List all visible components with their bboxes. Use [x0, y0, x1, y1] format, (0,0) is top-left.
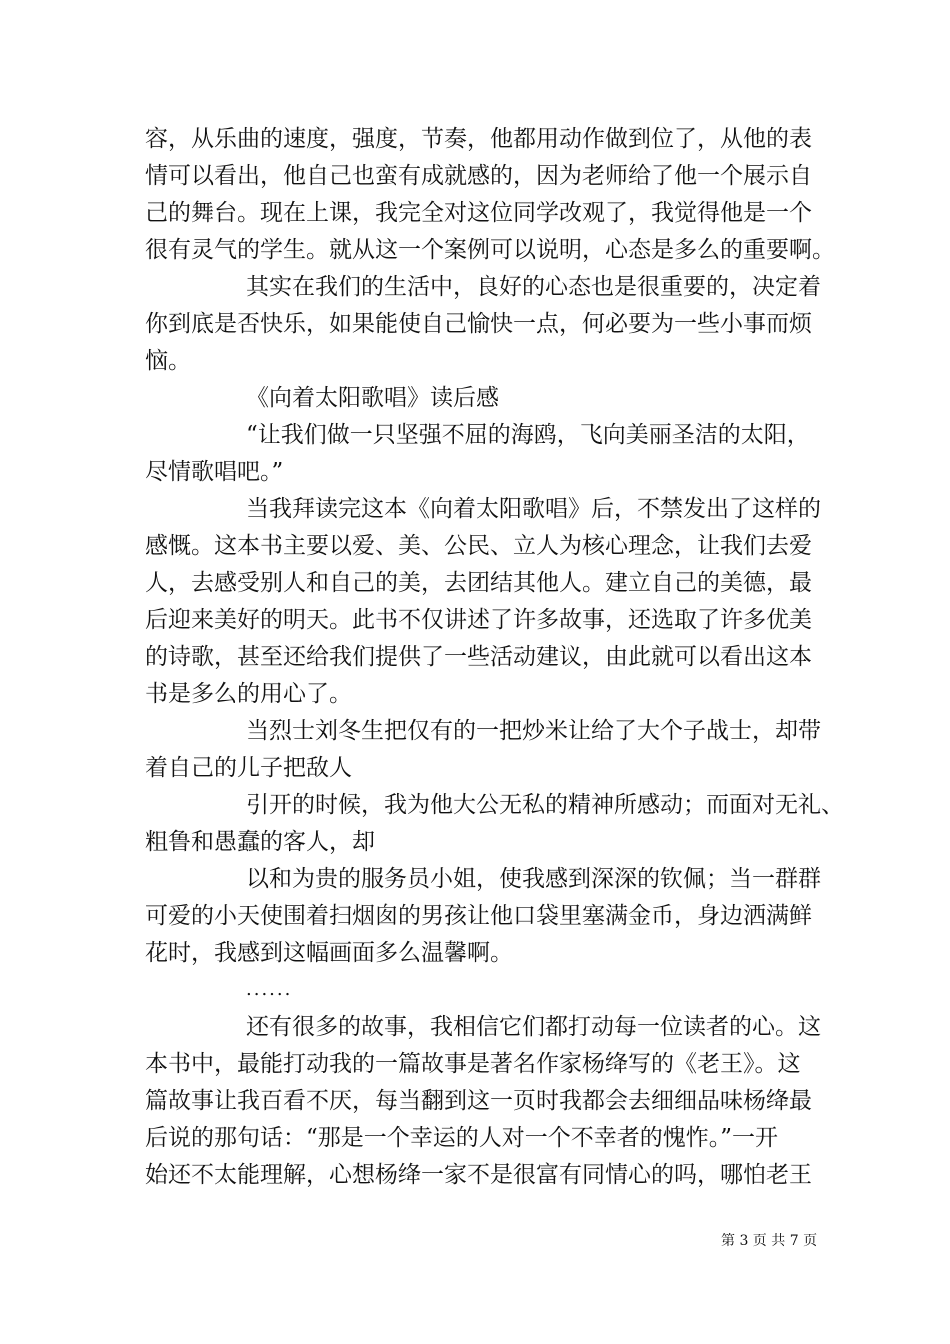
text-line: 本书中，最能打动我的一篇故事是著名作家杨绛写的《老王》。这: [145, 1051, 801, 1077]
text-line: 其实在我们的生活中，良好的心态也是很重要的，决定着: [246, 274, 821, 300]
text-line: 后说的那句话：“那是一个幸运的人对一个不幸者的愧怍。”一开: [145, 1125, 779, 1151]
text-line: 引开的时候，我为他大公无私的精神所感动；而面对无礼、: [246, 792, 844, 818]
text-line: 始还不太能理解，心想杨绛一家不是很富有同情心的吗，哪怕老王: [145, 1162, 812, 1188]
text-line: 人，去感受别人和自己的美，去团结其他人。建立自己的美德，最: [145, 570, 812, 596]
text-line: 感慨。这本书主要以爱、美、公民、立人为核心理念，让我们去爱: [145, 533, 812, 559]
text-line: 还有很多的故事，我相信它们都打动每一位读者的心。这: [246, 1014, 821, 1040]
text-line: 后迎来美好的明天。此书不仅讲述了许多故事，还选取了许多优美: [145, 607, 812, 633]
text-line: 当烈士刘冬生把仅有的一把炒米让给了大个子战士，却带: [246, 718, 821, 744]
section-title: 《向着太阳歌唱》读后感: [246, 385, 499, 411]
text-line: 容，从乐曲的速度，强度，节奏，他都用动作做到位了，从他的表: [145, 126, 812, 152]
text-line: 你到底是否快乐，如果能使自己愉快一点，何必要为一些小事而烦: [145, 311, 812, 337]
text-line: 尽情歌唱吧。”: [145, 459, 284, 485]
text-line: “让我们做一只坚强不屈的海鸥，飞向美丽圣洁的太阳，: [246, 422, 810, 448]
text-line: 当我拜读完这本《向着太阳歌唱》后，不禁发出了这样的: [246, 496, 821, 522]
text-line: 以和为贵的服务员小姐，使我感到深深的钦佩；当一群群: [246, 866, 821, 892]
text-line: 很有灵气的学生。就从这一个案例可以说明，心态是多么的重要啊。: [145, 237, 835, 263]
text-line: 情可以看出，他自己也蛮有成就感的，因为老师给了他一个展示自: [145, 163, 812, 189]
text-line: 花时，我感到这幅画面多么温馨啊。: [145, 940, 513, 966]
text-line: 篇故事让我百看不厌，每当翻到这一页时我都会去细细品味杨绛最: [145, 1088, 812, 1114]
text-line: 恼。: [145, 348, 191, 374]
text-line: 的诗歌，甚至还给我们提供了一些活动建议，由此就可以看出这本: [145, 644, 812, 670]
text-line: 着自己的儿子把敌人: [145, 755, 352, 781]
page-number-footer: 第 3 页 共 7 页: [721, 1233, 818, 1249]
text-line: 粗鲁和愚蠢的客人，却: [145, 829, 375, 855]
text-line: 可爱的小天使围着扫烟囱的男孩让他口袋里塞满金币，身边洒满鲜: [145, 903, 812, 929]
text-line: 书是多么的用心了。: [145, 681, 352, 707]
ellipsis-line: ......: [246, 979, 293, 1000]
text-line: 己的舞台。现在上课，我完全对这位同学改观了，我觉得他是一个: [145, 200, 812, 226]
